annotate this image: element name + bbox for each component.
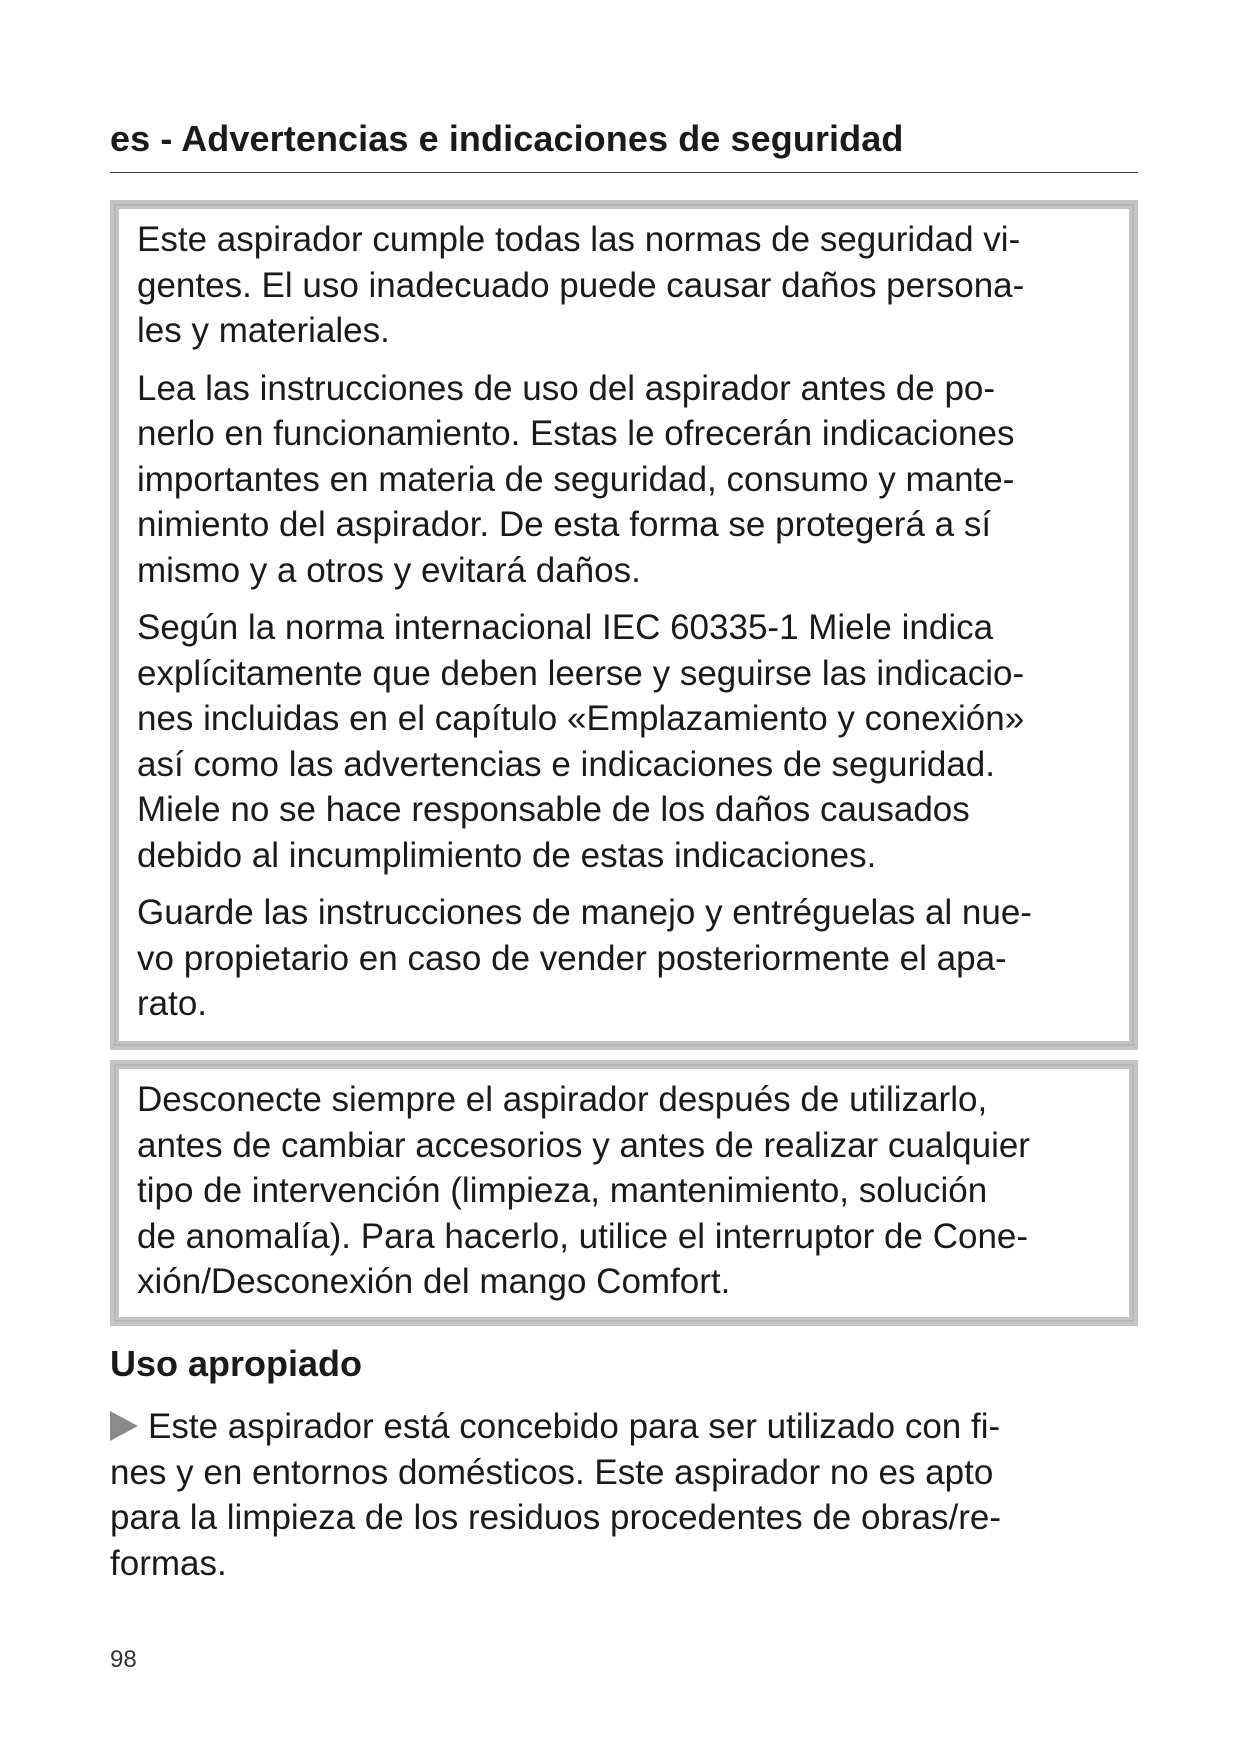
- text-line: explícitamente que deben leerse y seguirse las indicacio-: [137, 653, 1025, 693]
- text-line: debido al incumplimiento de estas indicaciones.: [137, 835, 877, 875]
- text-line: vo propietario en caso de vender posteriormente el apa-: [137, 938, 1007, 978]
- page-header: [110, 118, 1138, 173]
- text-line: tipo de intervención (limpieza, mantenimiento, solución: [137, 1171, 988, 1210]
- text-line: así como las advertencias e indicaciones de seguridad.: [137, 744, 995, 784]
- text-line: nes incluidas en el capítulo «Emplazamiento y conexión»: [137, 699, 1025, 738]
- text-line: Según la norma internacional IEC 60335-1 Miele indica: [137, 608, 994, 647]
- text-line: mismo y a otros y evitará daños.: [137, 550, 641, 590]
- text-line: para la limpieza de los residuos procedentes de obras/re-: [110, 1498, 1002, 1537]
- text-line: antes de cambiar accesorios y antes de realizar cualquier: [137, 1125, 1030, 1165]
- text-line: Este aspirador cumple todas las normas de seguridad vi-: [137, 220, 1021, 259]
- page-title: es - Advertencias e indicaciones de seguridad: [110, 118, 904, 159]
- text-line: Lea las instrucciones de uso del aspirador antes de po-: [137, 368, 996, 408]
- safety-notice-box: [110, 200, 1138, 1050]
- text-line: importantes en materia de seguridad, consumo y mante-: [137, 459, 1015, 499]
- text-line: [110, 1404, 1138, 1450]
- page-number: 98: [110, 1646, 137, 1673]
- text-line: gentes. El uso inadecuado puede causar daños persona-: [137, 265, 1025, 305]
- disconnect-warning-box: [110, 1060, 1138, 1326]
- text-line: nerlo en funcionamiento. Estas le ofrecerán indicaciones: [137, 414, 1015, 453]
- text-line: Guarde las instrucciones de manejo y entréguelas al nue-: [137, 893, 1032, 932]
- text-line: Desconecte siempre el aspirador después de utilizarlo,: [137, 1080, 988, 1119]
- bullet-paragraph: [110, 1404, 1138, 1586]
- text-line: les y materiales.: [137, 311, 390, 350]
- text-line: rato.: [137, 984, 208, 1023]
- notice-paragraph: [137, 890, 1121, 1027]
- text-line: de anomalía). Para hacerlo, utilice el interruptor de Cone-: [137, 1216, 1029, 1256]
- text-line: formas.: [110, 1543, 227, 1583]
- bullet-first-line: Este aspirador está concebido para ser utilizado con fi-: [148, 1407, 1001, 1446]
- notice-paragraph: [137, 605, 1121, 878]
- text-line: nimiento del aspirador. De esta forma se protegerá a sí: [137, 505, 992, 544]
- triangle-right-icon: [110, 1411, 138, 1441]
- text-line: Miele no se hace responsable de los daños causados: [137, 790, 970, 829]
- section-heading: Uso apropiado: [110, 1343, 363, 1384]
- notice-paragraph: [137, 366, 1121, 594]
- text-line: xión/Desconexión del mango Comfort.: [137, 1262, 731, 1301]
- text-line: nes y en entornos domésticos. Este aspirador no es apto: [110, 1452, 994, 1492]
- warning-paragraph: [137, 1077, 1121, 1305]
- notice-paragraph: [137, 217, 1121, 354]
